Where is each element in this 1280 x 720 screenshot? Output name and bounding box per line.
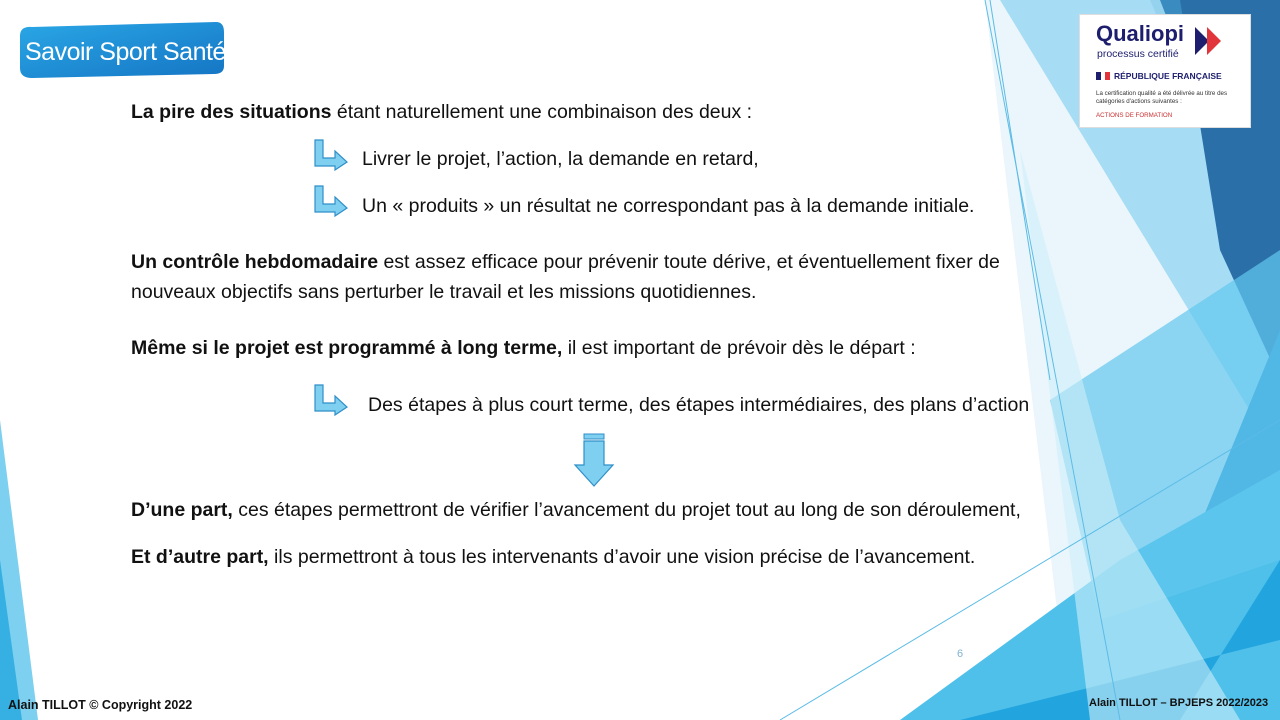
paragraph-first-part-text: ces étapes permettront de vérifier l’avancement du projet tout au long de son déroulement, [232,499,1021,521]
slide-number: 6 [957,648,964,660]
bullet-wrong-result: Un « produits » un résultat ne correspondant pas à la demande initiale. [362,195,975,217]
qualiopi-title: Qualiopi [1096,21,1184,46]
paragraph-weekly-control [131,247,1000,277]
qualiopi-badge [1079,14,1251,128]
certification-note: La certification qualité a été délivrée au titre des catégories d'actions suivantes : [1096,90,1228,105]
logo-text: Savoir Sport Santé [25,38,226,66]
bent-arrow-icon [313,384,349,416]
qualiopi-subtitle: processus certifié [1097,48,1179,60]
paragraph-second-part [131,542,975,572]
french-flag-icon [1096,72,1110,80]
paragraph-first-part-bold: D’une part, [131,499,233,521]
paragraph-worst-case [131,97,752,127]
paragraph-long-term-text: il est important de prévoir dès le départ : [562,337,916,359]
bullet-intermediate-steps: Des étapes à plus court terme, des étapes intermédiaires, des plans d’action [368,394,1030,416]
republic-label: RÉPUBLIQUE FRANÇAISE [1114,71,1222,81]
bullet-late-delivery: Livrer le projet, l’action, la demande en retard, [362,148,759,170]
down-arrow-icon [573,433,615,487]
paragraph-long-term-bold: Même si le projet est programmé à long terme, [131,337,563,359]
paragraph-weekly-control-text: est assez efficace pour prévenir toute dérive, et éventuellement fixer de [378,251,1000,273]
paragraph-weekly-control-line2: nouveaux objectifs sans perturber le travail et les missions quotidiennes. [131,281,757,303]
paragraph-first-part [131,495,1021,525]
footer-course: Alain TILLOT – BPJEPS 2022/2023 [1089,697,1269,709]
bent-arrow-icon [313,185,349,217]
paragraph-second-part-text: ils permettront à tous les intervenants d’avoir une vision précise de l’avancement. [268,546,976,568]
bent-arrow-icon [313,139,349,171]
paragraph-long-term [131,333,916,363]
paragraph-second-part-bold: Et d’autre part, [131,546,269,568]
paragraph-worst-case-text: étant naturellement une combinaison des deux : [331,101,753,123]
certification-category: ACTIONS DE FORMATION [1096,112,1173,119]
qualiopi-arrows-icon [1195,25,1235,57]
paragraph-worst-case-bold: La pire des situations [131,101,332,123]
paragraph-weekly-control-bold: Un contrôle hebdomadaire [131,251,379,273]
footer-copyright: Alain TILLOT © Copyright 2022 [8,698,193,712]
